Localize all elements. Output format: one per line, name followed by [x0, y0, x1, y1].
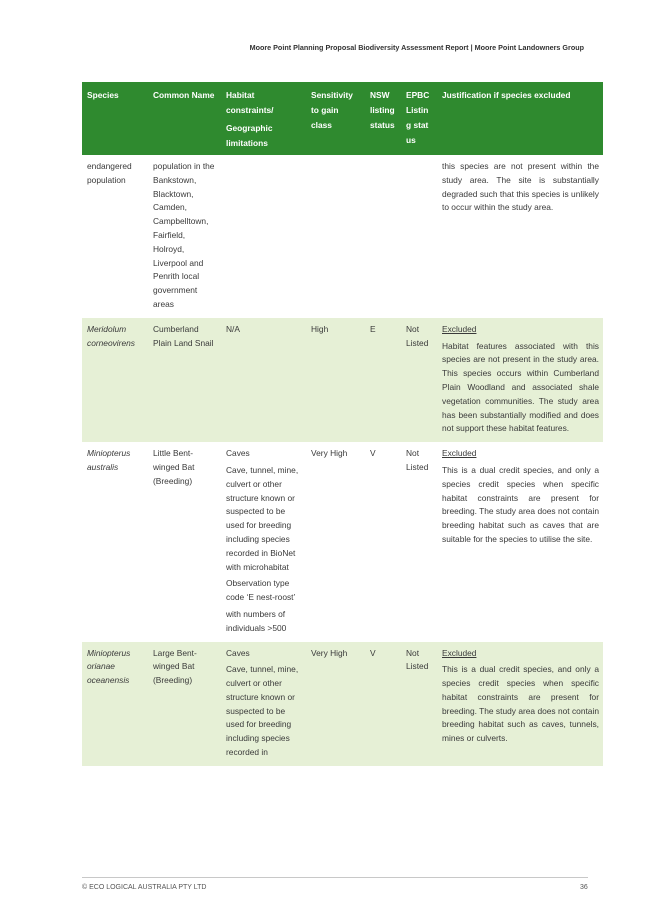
habitat-cell: [221, 642, 306, 766]
col-sensitivity: Sensitivity to gain class: [306, 82, 365, 155]
excluded-label: Excluded: [442, 323, 477, 334]
footer-divider: [82, 877, 588, 878]
footer-copyright: © ECO LOGICAL AUSTRALIA PTY LTD: [82, 884, 207, 891]
habitat-cell: N/A: [221, 318, 306, 442]
col-habitat-line1: Habitat constraints/: [226, 90, 274, 115]
habitat-line: with numbers of individuals >500: [226, 608, 287, 633]
nsw-cell: V: [370, 448, 376, 459]
justification-cell: [437, 155, 603, 318]
page-number: 36: [580, 884, 588, 891]
species-cell: Miniopterus orianae oceanensis: [82, 642, 148, 766]
col-common-name: Common Name: [148, 82, 221, 155]
page-header: Moore Point Planning Proposal Biodiversity Assessment Report | Moore Point Landowners Group: [249, 43, 584, 52]
common-name-cell: Large Bent-winged Bat (Breeding): [148, 642, 221, 766]
excluded-label: Excluded: [442, 647, 477, 658]
col-species: Species: [82, 82, 148, 155]
table-row: [82, 642, 603, 766]
common-name-cell: Cumberland Plain Land Snail: [148, 318, 221, 442]
sensitivity-cell: Very High: [306, 642, 365, 766]
epbc-cell: Not Listed: [406, 448, 429, 472]
table-row: [82, 442, 603, 641]
species-cell: Meridolum corneovirens: [82, 318, 148, 442]
sensitivity-cell: High: [306, 318, 365, 442]
justification-cell: [437, 318, 603, 442]
epbc-cell: Not Listed: [401, 642, 437, 766]
col-justification: Justification if species excluded: [437, 82, 603, 155]
habitat-cell: [221, 442, 306, 641]
nsw-cell: E: [365, 318, 401, 442]
justification-text: This is a dual credit species, and only a species credit species when specific habitat constraints are present for breeding. The study area does not contain breeding habitat such as caves, tunnels, mines or culverts.: [442, 664, 599, 744]
nsw-cell: V: [365, 642, 401, 766]
justification-text: This is a dual credit species, and only a species credit species when specific habitat constraints are present for breeding. The study area does not contain breeding habitat such as caves that are suitable for the species to utilise the site.: [442, 464, 599, 544]
common-name-cell: Little Bent-winged Bat (Breeding): [153, 448, 195, 486]
justification-text: Habitat features associated with this species are not present in the study area. This species occurs within Cumberland Plain Woodland and associated shale vegetation communities. The study area has been substantially modified and does not support these habitat features.: [442, 340, 599, 434]
epbc-cell: [401, 155, 437, 318]
justification-text: this species are not present within the study area. The site is substantially degraded such that this species is unlikely to occur within the study area.: [442, 161, 599, 213]
habitat-line: Caves: [226, 448, 250, 459]
species-cell: endangered population: [87, 161, 132, 185]
table-row: [82, 318, 603, 442]
species-table: [82, 82, 603, 766]
habitat-line: Observation type code ‘E nest-roost’: [226, 578, 296, 603]
col-nsw: NSW listing status: [365, 82, 401, 155]
justification-cell: [437, 642, 603, 766]
common-name-cell: population in the Bankstown, Blacktown, Camden, Campbelltown, Fairfield, Holroyd, Liverpool and Penrith local government areas: [153, 161, 215, 309]
sensitivity-cell: Very High: [311, 448, 348, 459]
excluded-label: Excluded: [442, 448, 477, 459]
habitat-line: Cave, tunnel, mine, culvert or other structure known or suspected to be used for breeding including species recorded in: [226, 664, 299, 758]
habitat-cell: [221, 155, 306, 318]
justification-cell: [437, 442, 603, 641]
sensitivity-cell: [306, 155, 365, 318]
epbc-cell: Not Listed: [401, 318, 437, 442]
nsw-cell: [365, 155, 401, 318]
habitat-line: Cave, tunnel, mine, culvert or other structure known or suspected to be used for breeding including species recorded in BioNet with microhabitat: [226, 464, 299, 572]
col-habitat-line2: Geographic limitations: [226, 123, 273, 148]
col-epbc: EPBC Listin g status: [401, 82, 437, 155]
habitat-line: Caves: [226, 647, 250, 658]
species-cell: Miniopterus australis: [87, 448, 131, 472]
table-row: [82, 155, 603, 318]
table-header-row: [82, 82, 603, 155]
col-habitat: [221, 82, 306, 155]
